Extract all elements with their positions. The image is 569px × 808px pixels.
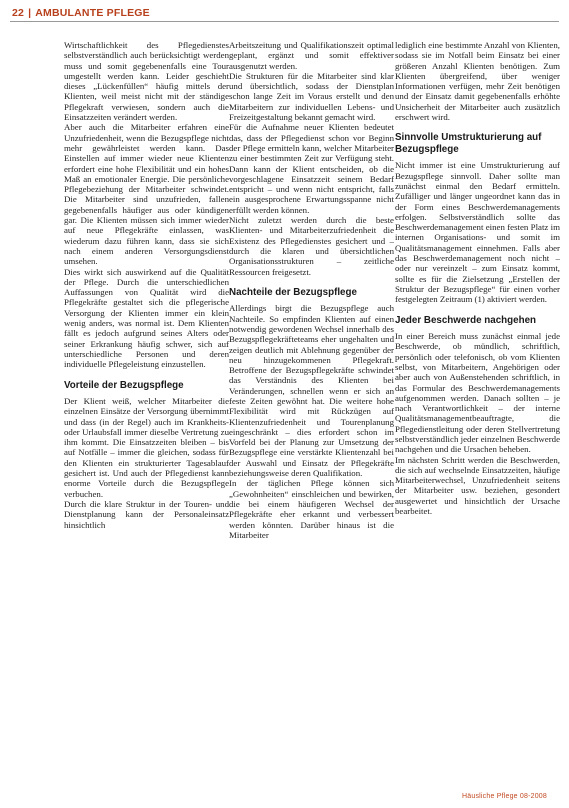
body-paragraph: Die Strukturen für die Mitarbeiter sind klar und übersichtlich, sodass der Dienstplan schon lange Zeit im Voraus erstellt und den Mitarbeitern zur individuellen Lebens- und Freizeitgestaltung bekannt gemacht wird.: [229, 70, 394, 123]
page-footer: Häusliche Pflege 08-2008: [462, 793, 547, 800]
body-paragraph: Nicht zuletzt werden durch die beste Klienten- und Mitarbeiterzufriedenheit die Existenz des Pflegedienstes gesichert und – durch die klaren und übersichtlichen Organisationsstrukturen – zeitliche Ressourcen freigesetzt.: [229, 215, 394, 277]
body-paragraph: lediglich eine bestimmte Anzahl von Klienten, sodass sie im Notfall beim Einsatz bei einer größeren Anzahl Klienten benötigen. Zum Klienten übergreifend, über weniger Informationen verfügen, mehr Zeit benötigen und der Einsatz damit gegebenenfalls erhöhte Unsicherheit der Mitarbeiter auch zusätzlich erschwert wird.: [395, 40, 560, 123]
body-paragraph: Nicht immer ist eine Umstrukturierung auf Bezugspflege sinnvoll. Daher sollte man zunächst einmal den Bedarf ermitteln. Zufälliger und länger ungeordnet kann das in der Form eines Beschwerdemanagements erfolgen. Selbstverständlich sollte das Beschwerdemanagement einen festen Platz im internen Organisations- und somit im Qualitätsmanagement einnehmen. Falls aber das Beschwerdemanagement noch nicht – oder nur vereinzelt – zum Einsatz kommt, sollte es für die Zielsetzung „Erstellen der Struktur der Bezugspflege“ für einen vorher festgelegten Zeitraum (1) aktiviert werden.: [395, 160, 560, 305]
page-number: 22: [12, 7, 25, 19]
body-paragraph: Wirtschaftlichkeit des Pflegedienstes selbstverständlich auch berücksichtigt werden muss und somit gegebenenfalls eine Tour umgestellt werden kann. Leider geschieht dieses „Lückenfüllen“ häufig mittels der Klienten, weil meist nicht mit der ständige Pflegekraft verwiesen, sondern auch die Einsatzzeiten verändert werden.: [64, 40, 229, 123]
body-paragraph: Für die Aufnahme neuer Klienten bedeutet das, dass der Pflegedienst schon vor Beginn der Pflege ermitteln kann, welcher Mitarbeiter zu einer bestimmten Zeit zur Verfügung steht. Dann kann der Klient entscheiden, ob die vorgeschlagene Einsatzzeit seinem Bedarf entspricht – und wenn nicht entspricht, falls ein ausgesprochene Erwartungsspanne nicht erfüllt werden können.: [229, 122, 394, 215]
text-column-3: [395, 40, 560, 784]
text-column-1: [64, 40, 229, 784]
header-divider: [10, 21, 559, 22]
body-paragraph: Aber auch die Mitarbeiter erfahren eine Unzufriedenheit, wenn die Bezugspflege nicht mehr gewährleistet werden kann. Das Einstellen auf immer wieder neue Klienten erfordert eine hohe Flexibilität und ein hohes Maß an emotionaler Energie. Die persönliche Pflegebeziehung der Mitarbeiter schwindet. Die Mitarbeiter sind unzufrieden, fallen gegebenenfalls häufiger aus oder kündigen gar. Die Klienten müssen sich immer wieder auf neue Pflegekräfte einlassen, was wiederum dazu führen kann, dass sie sich nach einem anderen Versorgungsdienst umsehen.: [64, 122, 229, 267]
section-heading: Sinnvolle Umstrukturierung auf Bezugspflege: [395, 132, 542, 155]
body-paragraph: Der Klient weiß, welcher Mitarbeiter die einzelnen Einsätze der Versorgung übernimmt und dass (in der Regel) auch im Krankheits- oder Urlaubsfall immer dieselbe Vertretung zu ihm kommt. Die Einsatzzeiten bleiben – bis auf Notfälle – immer die gleichen, sodass für den Klienten ein strukturierter Tagesablauf gesichert ist. Und auch der Pflegedienst kann enorme Vorteile durch die Bezugspflege verbuchen.: [64, 396, 229, 499]
body-paragraph: Arbeitszeitung und Qualifikationszeit optimal geplant, ergänzt und somit effektiver ausgenutzt werden.: [229, 40, 394, 71]
body-paragraph: Dies wirkt sich auswirkend auf die Qualität der Pflege. Durch die unterschiedlichen Auffassungen von Qualität wird die Pflegekräfte gestaltet sich die pflegerische Versorgung der Klienten immer ein klein wenig anders, was normal ist. Dem Klienten fällt es jedoch aufgrund seines Alters oder seiner Erkrankung häufig schwer, sich auf unterschiedliche Personen und deren individuelle Pflegeleistung einzustellen.: [64, 266, 229, 370]
body-paragraph: Im nächsten Schritt werden die Beschwerden, die sich auf wechselnde Einsatzzeiten, häufige Mitarbeiterwechsel, Unzufriedenheit seitens der Mitarbeiter usw. beziehen, gesondert ausgewertet und hinsichtlich der Ursache bearbeitet.: [395, 454, 560, 517]
text-column-2: [229, 40, 394, 784]
section-heading: Vorteile der Bezugspflege: [64, 379, 184, 391]
header-separator: |: [28, 7, 32, 19]
page-header: [12, 6, 150, 20]
body-paragraph: In der täglichen Pflege können sich „Gewohnheiten“ einschleichen und bewirken, die bei einem häufigeren Wechsel der Pflegekräfte eher erkannt und verbessert werden könnten. Darüber hinaus ist die Mitarbeiter: [229, 478, 394, 540]
body-paragraph: In einer Bereich muss zunächst einmal jede Beschwerde, ob mündlich, schriftlich, persönlich oder telefonisch, ob vom Klienten selbst, von Mitarbeitern, Angehörigen oder aber auch von Außenstehenden schriftlich, in das Formular des Beschwerdemanagements aufgenommen werden. Danach sollten – je nach Verantwortlichkeit – der interne Qualitätsmanagementbeauftragte, die Pflegedienstleitung oder deren Stellvertretung selbstverständlich jeder einzelnen Beschwerde nachgehen und die Ursachen beheben.: [395, 331, 560, 455]
section-heading: Jeder Beschwerde nachgehen: [395, 314, 537, 326]
section-title: AMBULANTE PFLEGE: [35, 7, 150, 19]
body-paragraph: Allerdings birgt die Bezugspflege auch Nachteile. So empfinden Klienten auf einen notwendig gewordenen Wechsel innerhalb des Bezugspflegekräfteteams eher ungehalten und zeigen deutlich mit Ablehnung gegenüber der neu hinzugekommenen Pflegekraft. Betroffene der Bezugspflegekräfte schwindet das Verständnis des Klienten bei Veränderungen, schnellen wenn er sich an feste Zeiten gewöhnt hat. Die weitere hohe Flexibilität wird mit Rückzügen auf Klientenzufriedenheit und Tourenplanung eingeschränkt – dies erfordert schon im Vorfeld bei der Planung zur Umsetzung der Bezugspflege eine verstärkte Klientenzahl bei der Auswahl und Einsatz der Pflegekräfte beziehungsweise deren Qualifikation.: [229, 303, 394, 479]
section-heading: Nachteile der Bezugspflege: [229, 286, 357, 298]
body-paragraph: Durch die klare Struktur in der Touren- und Dienstplanung kann der Personaleinsatz hinsichtlich: [64, 498, 229, 530]
